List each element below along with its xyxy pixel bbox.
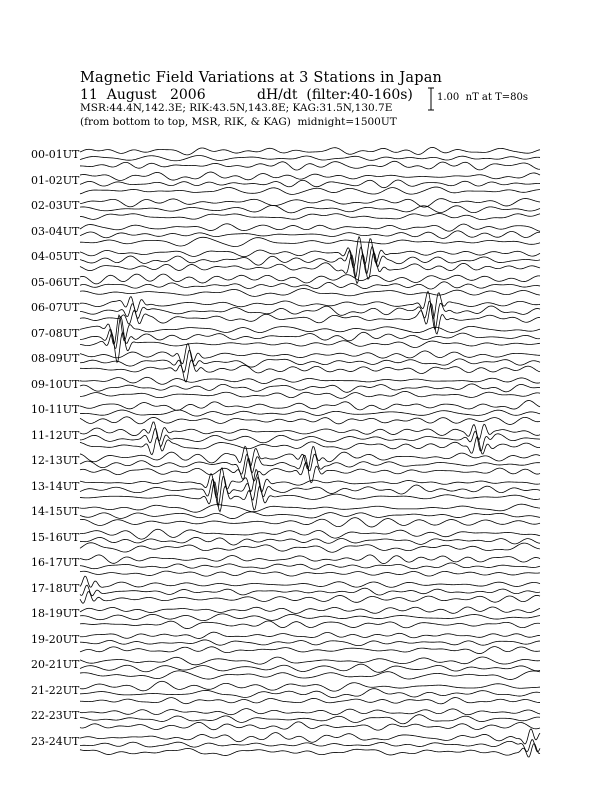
hour-label: 05-06UT — [31, 275, 80, 289]
trace-msr — [80, 289, 540, 297]
hour-label: 17-18UT — [31, 581, 80, 595]
hour-label: 06-07UT — [31, 301, 80, 314]
trace-rik — [80, 614, 540, 621]
trace-msr — [80, 187, 540, 194]
trace-msr — [80, 303, 540, 334]
hour-label: 16-17UT — [31, 556, 80, 569]
trace-order-note: (from bottom to top, MSR, RIK, & KAG) midnight=1500UT — [80, 116, 397, 128]
hour-label: 10-11UT — [31, 403, 80, 416]
trace-msr — [80, 161, 540, 170]
trace-msr — [80, 252, 540, 283]
trace-kag — [80, 237, 540, 268]
trace-msr — [80, 592, 540, 604]
trace-kag — [80, 401, 540, 411]
trace-msr — [80, 543, 540, 552]
trace-kag — [80, 274, 540, 284]
trace-kag — [80, 632, 540, 638]
trace-kag — [80, 607, 540, 613]
trace-rik — [80, 384, 540, 392]
trace-msr — [80, 237, 540, 246]
chart-mode: dH/dt (filter:40-160s) — [257, 87, 413, 103]
trace-msr — [80, 213, 540, 219]
hour-label: 02-03UT — [31, 199, 80, 212]
trace-msr — [80, 571, 540, 576]
trace-kag — [80, 172, 540, 180]
trace-rik — [80, 537, 540, 545]
hour-label: 11-12UT — [31, 428, 80, 442]
trace-kag — [80, 422, 540, 441]
trace-rik — [80, 180, 540, 188]
trace-kag — [80, 504, 540, 512]
trace-rik — [80, 155, 540, 160]
trace-kag — [80, 315, 540, 345]
trace-rik — [80, 664, 540, 672]
trace-rik — [80, 585, 540, 596]
hour-label: 19-20UT — [31, 632, 80, 646]
trace-rik — [80, 715, 540, 724]
trace-kag — [80, 729, 540, 744]
trace-rik — [80, 231, 540, 239]
trace-msr — [80, 647, 540, 654]
hour-label: 00-01UT — [31, 148, 80, 161]
trace-msr — [80, 722, 540, 730]
trace-kag — [80, 681, 540, 691]
trace-kag — [80, 199, 540, 208]
hour-label: 09-10UT — [31, 377, 80, 391]
hour-label: 12-13UT — [31, 454, 80, 467]
trace-msr — [80, 437, 540, 455]
hour-label: 01-02UT — [31, 173, 80, 187]
hour-label: 21-22UT — [31, 683, 80, 697]
trace-rik — [80, 689, 540, 698]
trace-rik — [80, 205, 540, 212]
trace-kag — [80, 224, 540, 232]
scale-bar-label: 1.00 nT at T=80s — [437, 92, 528, 103]
trace-kag — [80, 555, 540, 564]
trace-msr — [80, 621, 540, 629]
hour-label: 04-05UT — [31, 250, 80, 263]
hour-label: 14-15UT — [31, 505, 80, 518]
chart-date: 11 August 2006 — [80, 87, 206, 103]
hour-label: 13-14UT — [31, 479, 80, 493]
trace-msr — [80, 671, 540, 680]
hour-label: 18-19UT — [31, 607, 80, 620]
hour-label: 22-23UT — [31, 709, 80, 722]
trace-kag — [80, 576, 540, 587]
scale-bar-icon — [427, 87, 435, 111]
hour-label: 08-09UT — [31, 352, 80, 365]
trace-kag — [80, 291, 540, 318]
hour-label: 23-24UT — [31, 734, 80, 748]
trace-kag — [80, 377, 540, 384]
chart-title: Magnetic Field Variations at 3 Stations in Japan — [80, 70, 443, 86]
trace-msr — [80, 698, 540, 704]
trace-rik — [80, 512, 540, 519]
trace-msr — [80, 391, 540, 398]
trace-kag — [80, 529, 540, 539]
trace-rik — [80, 410, 540, 416]
hour-label: 03-04UT — [31, 224, 80, 238]
trace-rik — [80, 247, 540, 278]
trace-msr — [80, 518, 540, 527]
trace-rik — [80, 563, 540, 569]
station-coordinates: MSR:44.4N,142.3E; RIK:43.5N,143.8E; KAG:31.5N,130.7E — [80, 102, 393, 114]
trace-kag — [80, 657, 540, 665]
hour-label: 07-08UT — [31, 326, 80, 340]
trace-kag — [80, 147, 540, 154]
hour-label: 20-21UT — [31, 658, 80, 671]
trace-msr — [80, 333, 540, 362]
hour-label: 15-16UT — [31, 530, 80, 544]
trace-rik — [80, 282, 540, 289]
trace-rik — [80, 640, 540, 646]
trace-msr — [80, 417, 540, 425]
trace-kag — [80, 709, 540, 715]
